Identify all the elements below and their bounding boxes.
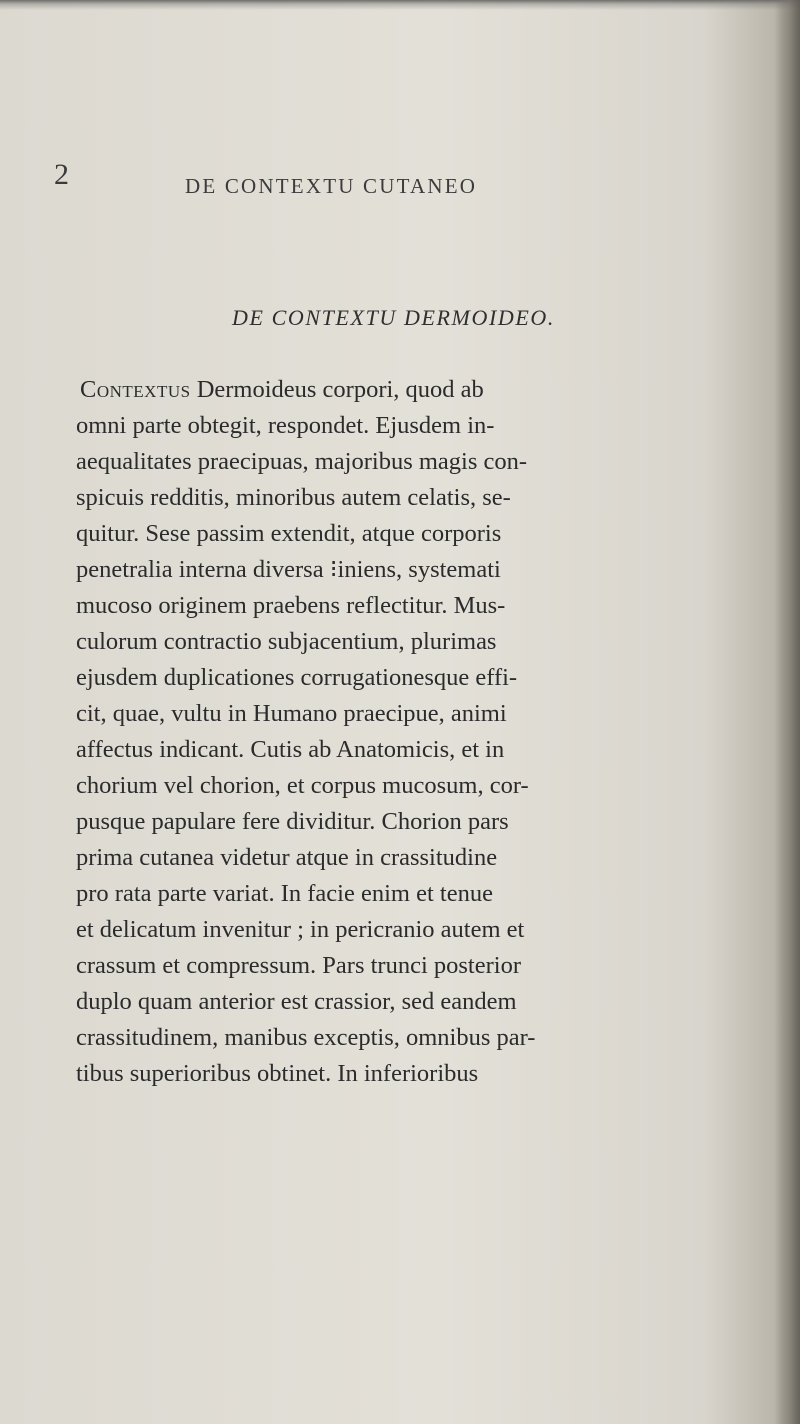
text-line-4: spicuis redditis, minoribus autem celatis, se- (76, 484, 511, 511)
page-binding-edge (774, 0, 800, 1424)
text-line-12: chorium vel chorion, et corpus mucosum, cor- (76, 772, 529, 799)
text-line-5: quitur. Sese passim extendit, atque corporis (76, 520, 502, 547)
text-line-2: omni parte obtegit, respondet. Ejusdem in- (76, 412, 495, 439)
text-line-6: penetralia interna diversa ⁝iniens, systemati (76, 556, 501, 583)
text-line-11: affectus indicant. Cutis ab Anatomicis, et in (76, 736, 505, 763)
text-line-1-rest: Dermoideus corpori, quod ab (190, 376, 484, 403)
page-top-shadow (0, 0, 800, 10)
text-line-1 (80, 378, 484, 403)
text-line-10: cit, quae, vultu in Humano praecipue, animi (76, 700, 507, 727)
text-line-18: duplo quam anterior est crassior, sed eandem (76, 988, 517, 1015)
text-line-3: aequalitates praecipuas, majoribus magis con- (76, 448, 528, 475)
text-line-17: crassum et compressum. Pars trunci posterior (76, 952, 521, 979)
lead-word: Contextus (80, 376, 191, 403)
text-line-20: tibus superioribus obtinet. In inferioribus (76, 1060, 479, 1087)
page-number: 2 (54, 158, 69, 191)
running-head: DE CONTEXTU CUTANEO (185, 174, 478, 198)
text-line-7: mucoso originem praebens reflectitur. Mus- (76, 592, 506, 619)
text-line-14: prima cutanea videtur atque in crassitudine (76, 844, 498, 871)
text-line-8: culorum contractio subjacentium, plurimas (76, 628, 497, 655)
text-line-15: pro rata parte variat. In facie enim et tenue (76, 880, 493, 907)
text-line-9: ejusdem duplicationes corrugationesque effi- (76, 664, 518, 691)
text-line-16: et delicatum invenitur ; in pericranio autem et (76, 916, 525, 943)
section-title: DE CONTEXTU DERMOIDEO. (232, 305, 556, 330)
text-line-13: pusque papulare fere dividitur. Chorion pars (76, 808, 509, 835)
text-line-19: crassitudinem, manibus exceptis, omnibus par- (76, 1024, 536, 1051)
